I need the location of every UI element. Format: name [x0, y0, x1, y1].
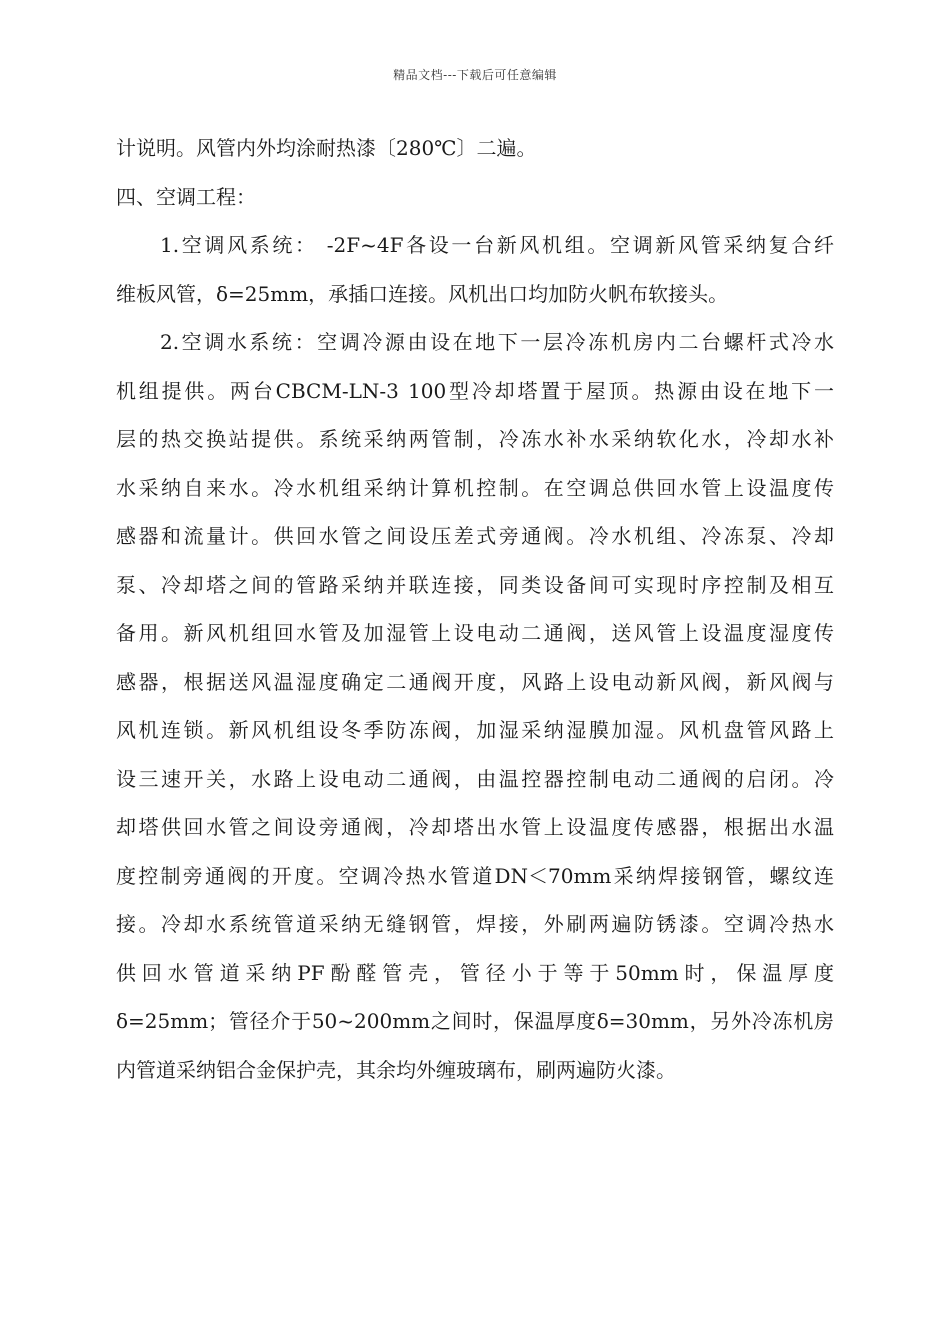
text-line: 度控制旁通阀的开度。空调冷热水管道DN＜70mm采纳焊接钢管，螺纹连	[116, 863, 834, 888]
text-line: 却塔供回水管之间设旁通阀，冷却塔出水管上设温度传感器，根据出水温	[116, 815, 834, 839]
text-line: 计说明。风管内外均涂耐热漆〔280℃〕二遍。	[116, 136, 537, 160]
text-line: 水采纳自来水。冷水机组采纳计算机控制。在空调总供回水管上设温度传	[116, 475, 834, 500]
text-line: 机组提供。两台CBCM-LN-3 100型冷却塔置于屋顶。热源由设在地下一	[116, 378, 834, 403]
text-line: 层的热交换站提供。系统采纳两管制，冷冻水补水采纳软化水，冷却水补	[116, 427, 834, 451]
text-line: δ=25mm；管径介于50~200mm之间时，保温厚度δ=30mm，另外冷冻机房	[116, 1009, 834, 1033]
text-line: 供回水管道采纳PF酚醛管壳，管径小于等于50mm时，保温厚度	[116, 960, 834, 985]
text-line: 1.空调风系统： -2F~4F各设一台新风机组。空调新风管采纳复合纤	[160, 233, 834, 257]
text-line: 感器和流量计。供回水管之间设压差式旁通阀。冷水机组、冷冻泵、冷却	[116, 524, 834, 548]
section-heading: 四、空调工程：	[116, 184, 256, 209]
text-line: 接。冷却水系统管道采纳无缝钢管，焊接，外刷两遍防锈漆。空调冷热水	[116, 912, 834, 936]
text-line: 设三速开关，水路上设电动二通阀，由温控器控制电动二通阀的启闭。冷	[116, 766, 834, 791]
text-line: 泵、冷却塔之间的管路采纳并联连接，同类设备间可实现时序控制及相互	[116, 572, 834, 597]
text-line: 内管道采纳铝合金保护壳，其余均外缠玻璃布，刷两遍防火漆。	[116, 1057, 676, 1082]
text-line: 2.空调水系统：空调冷源由设在地下一层冷冻机房内二台螺杆式冷水	[160, 330, 834, 354]
document-body	[116, 124, 834, 1094]
text-line: 备用。新风机组回水管及加湿管上设电动二通阀，送风管上设温度湿度传	[116, 621, 834, 645]
text-line: 风机连锁。新风机组设冬季防冻阀，加湿采纳湿膜加湿。风机盘管风路上	[116, 718, 834, 742]
page-header: 精品文档---下载后可任意编辑	[393, 68, 557, 82]
text-line: 感器，根据送风温湿度确定二通阀开度，风路上设电动新风阀，新风阀与	[116, 669, 834, 694]
text-line: 维板风管，δ=25mm，承插口连接。风机出口均加防火帆布软接头。	[116, 281, 729, 306]
